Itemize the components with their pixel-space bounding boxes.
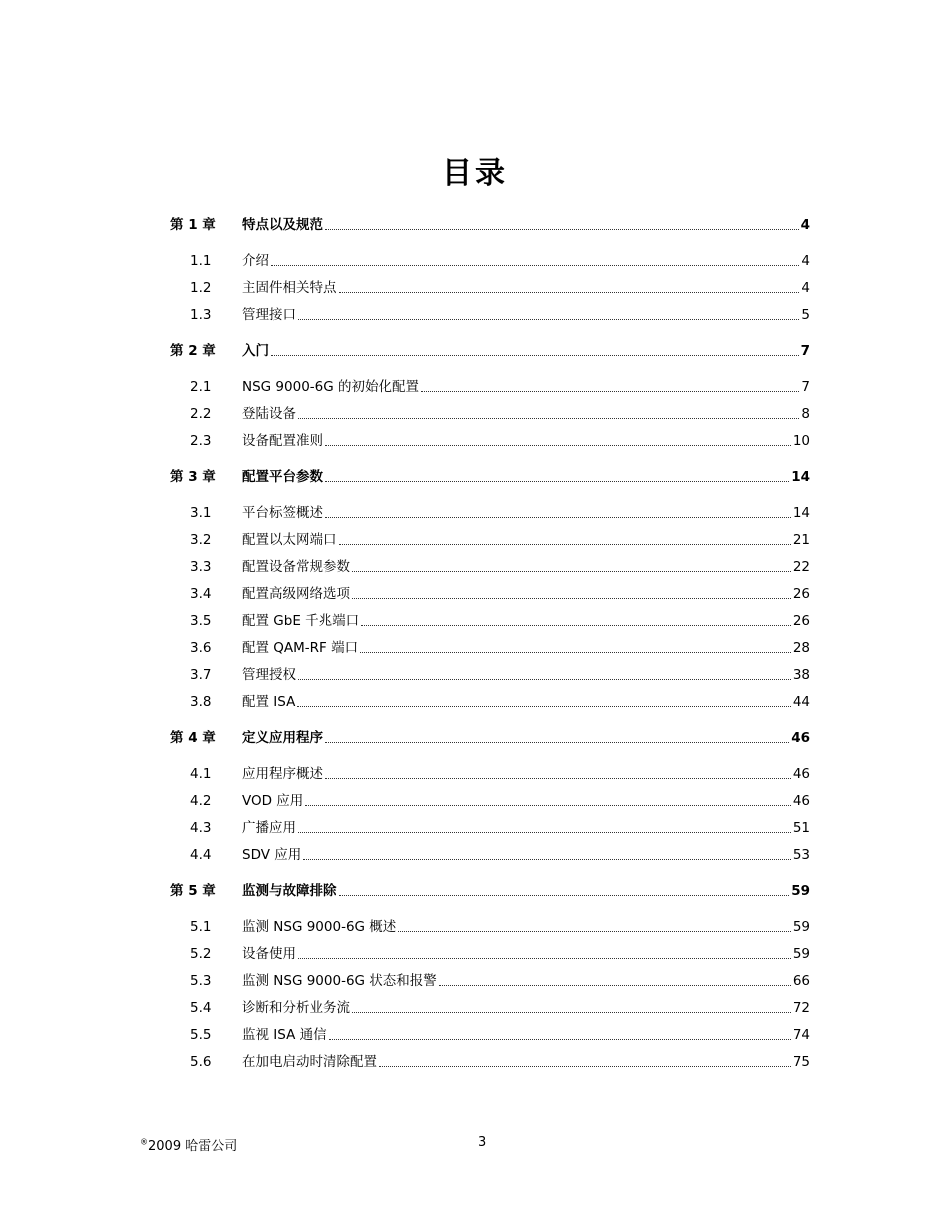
toc-entry-page: 10 bbox=[792, 433, 810, 449]
toc-entry-number: 3.8 bbox=[190, 694, 212, 710]
dot-leader bbox=[298, 302, 799, 320]
toc-entry-number: 4.2 bbox=[190, 793, 212, 809]
dot-leader bbox=[298, 401, 799, 419]
toc-entry-number: 2.1 bbox=[190, 379, 212, 395]
toc-entry-number: 4.4 bbox=[190, 847, 212, 863]
toc-entry-line bbox=[242, 302, 810, 329]
toc-entry-title: 定义应用程序 bbox=[242, 730, 323, 746]
toc-section-entry[interactable] bbox=[170, 914, 810, 941]
toc-entry-line bbox=[242, 212, 810, 239]
toc-section-entry[interactable] bbox=[170, 428, 810, 455]
toc-entry-number: 5.5 bbox=[190, 1027, 212, 1043]
toc-entry-line bbox=[242, 554, 810, 581]
toc-entry-number: 3.3 bbox=[190, 559, 212, 575]
toc-entry-number: 1.1 bbox=[190, 253, 212, 269]
toc-entry-number: 3.5 bbox=[190, 613, 212, 629]
toc-entry-title: 主固件相关特点 bbox=[242, 280, 337, 296]
toc-entry-line bbox=[242, 338, 810, 365]
toc-entry-line bbox=[242, 878, 810, 905]
toc-section-entry[interactable] bbox=[170, 527, 810, 554]
toc-entry-page: 4 bbox=[801, 280, 810, 296]
dot-leader bbox=[325, 212, 799, 230]
toc-entry-line bbox=[242, 689, 810, 716]
toc-entry-title: 监测 NSG 9000-6G 概述 bbox=[242, 919, 397, 935]
toc-entry-line bbox=[242, 788, 810, 815]
toc-section-entry[interactable] bbox=[170, 302, 810, 329]
toc-section-entry[interactable] bbox=[170, 248, 810, 275]
toc-entry-title: 配置平台参数 bbox=[242, 469, 323, 485]
toc-entry-line bbox=[242, 1049, 810, 1076]
page-title: 目录 bbox=[442, 156, 508, 191]
toc-entry-line bbox=[242, 995, 810, 1022]
toc-entry-line bbox=[242, 1022, 810, 1049]
toc-entry-number: 3.7 bbox=[190, 667, 212, 683]
toc-entry-number: 3.6 bbox=[190, 640, 212, 656]
toc-entry-page: 7 bbox=[800, 343, 810, 359]
toc-entry-line bbox=[242, 635, 810, 662]
toc-entry-number: 2.3 bbox=[190, 433, 212, 449]
toc-section-entry[interactable] bbox=[170, 842, 810, 869]
toc-entry-line bbox=[242, 662, 810, 689]
dot-leader bbox=[398, 914, 791, 932]
toc-entry-page: 28 bbox=[792, 640, 810, 656]
toc-entry-title: 配置 GbE 千兆端口 bbox=[242, 613, 360, 629]
toc-entry-title: 设备使用 bbox=[242, 946, 296, 962]
toc-entry-number: 第 1 章 bbox=[170, 217, 216, 233]
toc-entry-number: 第 5 章 bbox=[170, 883, 216, 899]
toc-section-entry[interactable] bbox=[170, 275, 810, 302]
dot-leader bbox=[339, 275, 800, 293]
dot-leader bbox=[360, 635, 791, 653]
dot-leader bbox=[325, 500, 791, 518]
toc-entry-page: 46 bbox=[792, 766, 810, 782]
toc-entry-line bbox=[242, 374, 810, 401]
copyright-text: 2009 哈雷公司 bbox=[148, 1139, 238, 1154]
toc-entry-page: 59 bbox=[792, 946, 810, 962]
toc-section-entry[interactable] bbox=[170, 995, 810, 1022]
toc-entry-title: 配置 QAM-RF 端口 bbox=[242, 640, 359, 656]
toc-entry-number: 5.3 bbox=[190, 973, 212, 989]
toc-entry-page: 46 bbox=[791, 730, 810, 746]
toc-chapter-entry[interactable] bbox=[170, 338, 810, 365]
toc-entry-number: 1.2 bbox=[190, 280, 212, 296]
toc-entry-page: 38 bbox=[792, 667, 810, 683]
dot-leader bbox=[352, 995, 791, 1013]
toc-section-entry[interactable] bbox=[170, 374, 810, 401]
toc-entry-line bbox=[242, 500, 810, 527]
dot-leader bbox=[439, 968, 791, 986]
toc-entry-title: 在加电启动时清除配置 bbox=[242, 1054, 377, 1070]
toc-entry-title: 登陆设备 bbox=[242, 406, 296, 422]
toc-entry-title: VOD 应用 bbox=[242, 793, 304, 809]
toc-entry-title: 广播应用 bbox=[242, 820, 296, 836]
toc-entry-title: 配置 ISA bbox=[242, 694, 296, 710]
dot-leader bbox=[297, 689, 790, 707]
dot-leader bbox=[298, 815, 791, 833]
toc-section-entry[interactable] bbox=[170, 581, 810, 608]
toc-entry-title: 监测与故障排除 bbox=[242, 883, 337, 899]
toc-entry-title: 配置设备常规参数 bbox=[242, 559, 350, 575]
toc-section-entry[interactable] bbox=[170, 1022, 810, 1049]
toc-entry-title: 平台标签概述 bbox=[242, 505, 323, 521]
toc-entry-number: 5.1 bbox=[190, 919, 212, 935]
toc-section-entry[interactable] bbox=[170, 815, 810, 842]
toc-entry-page: 44 bbox=[792, 694, 810, 710]
toc-entry-number: 5.4 bbox=[190, 1000, 212, 1016]
toc-section-entry[interactable] bbox=[170, 1049, 810, 1076]
toc-entry-page: 46 bbox=[792, 793, 810, 809]
dot-leader bbox=[271, 248, 799, 266]
dot-leader bbox=[329, 1022, 791, 1040]
toc-section-entry[interactable] bbox=[170, 788, 810, 815]
toc-entry-number: 第 2 章 bbox=[170, 343, 216, 359]
toc-section-entry[interactable] bbox=[170, 941, 810, 968]
toc-section-entry[interactable] bbox=[170, 608, 810, 635]
toc-entry-title: 入门 bbox=[242, 343, 269, 359]
toc-chapter-entry[interactable] bbox=[170, 212, 810, 239]
toc-entry-line bbox=[242, 941, 810, 968]
toc-entry-page: 51 bbox=[792, 820, 810, 836]
toc-entry-title: 设备配置准则 bbox=[242, 433, 323, 449]
toc-entry-title: 介绍 bbox=[242, 253, 269, 269]
toc-entry-page: 5 bbox=[801, 307, 810, 323]
toc-section-entry[interactable] bbox=[170, 635, 810, 662]
toc-entry-page: 14 bbox=[792, 505, 810, 521]
toc-entry-number: 2.2 bbox=[190, 406, 212, 422]
dot-leader bbox=[325, 761, 791, 779]
toc-entry-page: 74 bbox=[792, 1027, 810, 1043]
dot-leader bbox=[325, 428, 791, 446]
dot-leader bbox=[361, 608, 791, 626]
toc-section-entry[interactable] bbox=[170, 554, 810, 581]
toc-entry-number: 第 3 章 bbox=[170, 469, 216, 485]
toc-entry-number: 4.3 bbox=[190, 820, 212, 836]
toc-chapter-entry[interactable] bbox=[170, 725, 810, 752]
toc-entry-line bbox=[242, 815, 810, 842]
toc-entry-line bbox=[242, 725, 810, 752]
toc-entry-line bbox=[242, 761, 810, 788]
toc-entry-line bbox=[242, 914, 810, 941]
toc-entry-page: 59 bbox=[791, 883, 810, 899]
toc-entry-number: 3.4 bbox=[190, 586, 212, 602]
toc-entry-page: 66 bbox=[792, 973, 810, 989]
toc-entry-page: 72 bbox=[792, 1000, 810, 1016]
toc-entry-number: 第 4 章 bbox=[170, 730, 216, 746]
dot-leader bbox=[352, 581, 791, 599]
toc-section-entry[interactable] bbox=[170, 662, 810, 689]
dot-leader bbox=[303, 842, 791, 860]
toc-entry-page: 22 bbox=[792, 559, 810, 575]
toc-entry-number: 3.2 bbox=[190, 532, 212, 548]
toc-entry-line bbox=[242, 401, 810, 428]
toc-entry-line bbox=[242, 842, 810, 869]
dot-leader bbox=[352, 554, 791, 572]
toc-entry-line bbox=[242, 464, 810, 491]
toc-entry-page: 26 bbox=[792, 613, 810, 629]
toc-entry-title: 配置高级网络选项 bbox=[242, 586, 350, 602]
toc-entry-title: 诊断和分析业务流 bbox=[242, 1000, 350, 1016]
toc-entry-title: 特点以及规范 bbox=[242, 217, 323, 233]
footer-page-number: 3 bbox=[478, 1135, 487, 1150]
toc-entry-page: 75 bbox=[792, 1054, 810, 1070]
toc-entry-number: 4.1 bbox=[190, 766, 212, 782]
toc-entry-title: 监测 NSG 9000-6G 状态和报警 bbox=[242, 973, 437, 989]
toc-entry-line bbox=[242, 275, 810, 302]
toc-entry-line bbox=[242, 428, 810, 455]
toc-section-entry[interactable] bbox=[170, 500, 810, 527]
toc-section-entry[interactable] bbox=[170, 689, 810, 716]
toc-section-entry[interactable] bbox=[170, 968, 810, 995]
dot-leader bbox=[421, 374, 799, 392]
toc-entry-page: 59 bbox=[792, 919, 810, 935]
toc-entry-page: 14 bbox=[791, 469, 810, 485]
toc-entry-title: 应用程序概述 bbox=[242, 766, 323, 782]
dot-leader bbox=[305, 788, 791, 806]
toc-entry-page: 8 bbox=[801, 406, 810, 422]
toc-entry-page: 21 bbox=[792, 532, 810, 548]
toc-entry-number: 1.3 bbox=[190, 307, 212, 323]
toc-entry-title: SDV 应用 bbox=[242, 847, 302, 863]
toc-entry-line bbox=[242, 248, 810, 275]
toc-entry-page: 53 bbox=[792, 847, 810, 863]
toc-entry-number: 3.1 bbox=[190, 505, 212, 521]
dot-leader bbox=[298, 662, 791, 680]
toc-entry-page: 4 bbox=[800, 217, 810, 233]
dot-leader bbox=[339, 878, 790, 896]
toc-entry-page: 4 bbox=[801, 253, 810, 269]
dot-leader bbox=[325, 725, 789, 743]
dot-leader bbox=[379, 1049, 791, 1067]
toc-entry-title: 配置以太网端口 bbox=[242, 532, 337, 548]
toc-entry-line bbox=[242, 608, 810, 635]
toc-entry-title: 管理授权 bbox=[242, 667, 296, 683]
dot-leader bbox=[339, 527, 791, 545]
dot-leader bbox=[271, 338, 799, 356]
toc-section-entry[interactable] bbox=[170, 401, 810, 428]
toc-entry-title: 管理接口 bbox=[242, 307, 296, 323]
toc-section-entry[interactable] bbox=[170, 761, 810, 788]
copyright-mark: ® bbox=[140, 1137, 148, 1147]
footer-copyright bbox=[140, 1135, 237, 1154]
toc-entry-number: 5.2 bbox=[190, 946, 212, 962]
toc-entry-title: NSG 9000-6G 的初始化配置 bbox=[242, 379, 419, 395]
toc-entry-title: 监视 ISA 通信 bbox=[242, 1027, 327, 1043]
toc-entry-line bbox=[242, 581, 810, 608]
toc-entry-line bbox=[242, 968, 810, 995]
table-of-contents bbox=[170, 212, 810, 1076]
toc-chapter-entry[interactable] bbox=[170, 878, 810, 905]
dot-leader bbox=[325, 464, 789, 482]
toc-chapter-entry[interactable] bbox=[170, 464, 810, 491]
dot-leader bbox=[298, 941, 791, 959]
toc-entry-page: 26 bbox=[792, 586, 810, 602]
toc-entry-page: 7 bbox=[801, 379, 810, 395]
toc-entry-line bbox=[242, 527, 810, 554]
toc-entry-number: 5.6 bbox=[190, 1054, 212, 1070]
